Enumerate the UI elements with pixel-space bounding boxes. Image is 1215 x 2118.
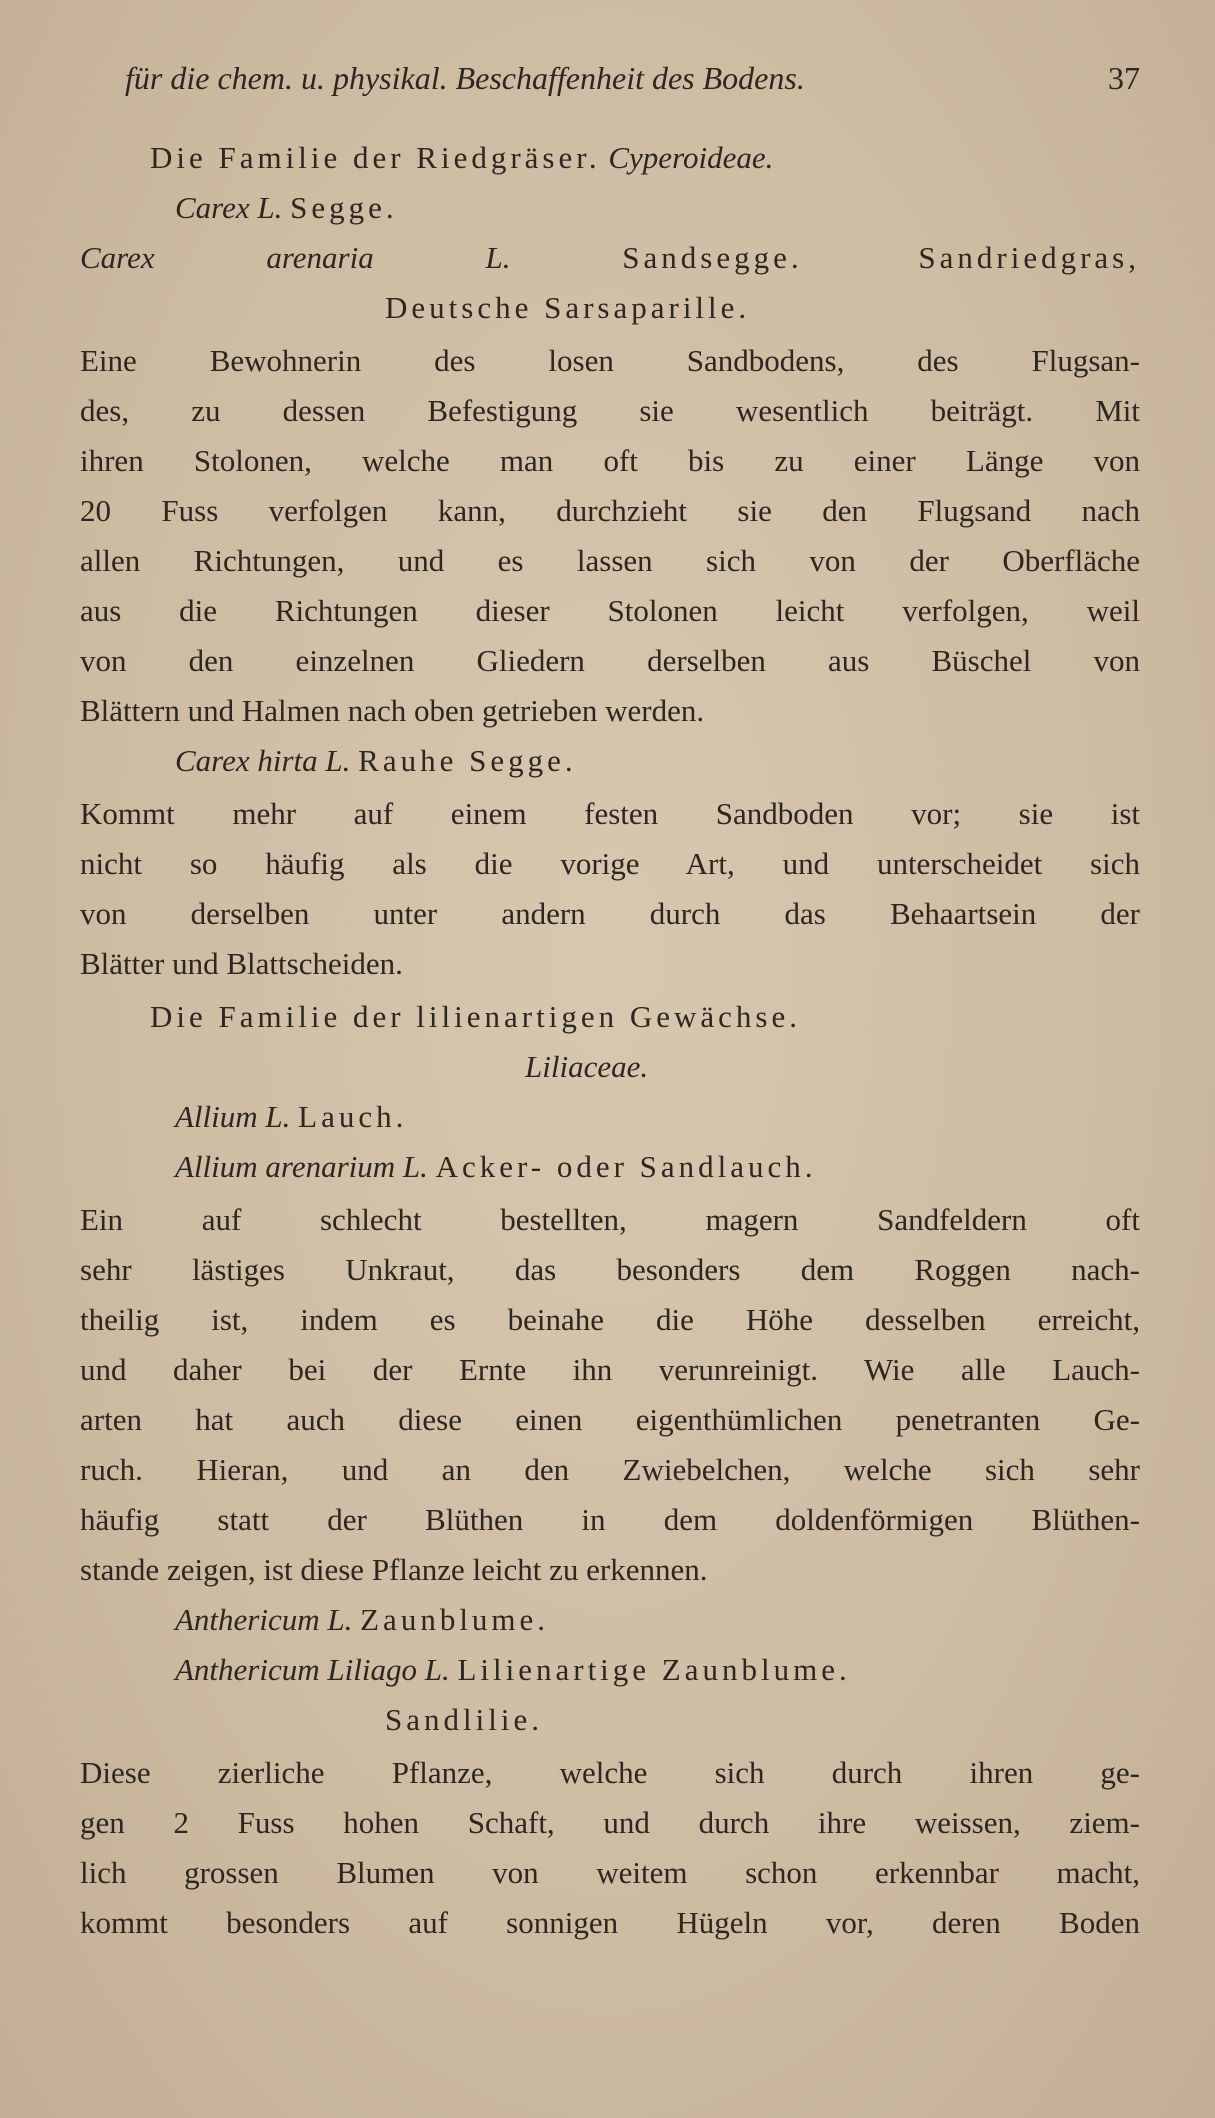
line-segment <box>352 1602 360 1637</box>
text-line <box>80 441 1140 481</box>
line-segment: Kommt mehr auf einem festen Sandboden vor; sie ist <box>80 796 1140 831</box>
line-segment: des, zu dessen Befestigung sie wesentlich beiträgt. Mit <box>80 393 1140 428</box>
line-segment: allen Richtungen, und es lassen sich von der Oberfläche <box>80 543 1140 578</box>
line-segment: Die Familie der Riedgräser. <box>150 140 601 175</box>
text-line <box>80 1350 1140 1390</box>
text-line <box>80 1500 1140 1540</box>
italic-taxon: Carex hirta L. <box>175 743 351 778</box>
line-segment: und daher bei der Ernte ihn verunreinigt. Wie alle Lauch- <box>80 1352 1140 1387</box>
line-segment: häufig statt der Blüthen in dem doldenförmigen Blüthen- <box>80 1502 1140 1537</box>
text-line <box>80 1853 1140 1893</box>
line-segment: arten hat auch diese einen eigenthümlichen penetranten Ge- <box>80 1402 1140 1437</box>
text-line <box>80 944 403 984</box>
text-line <box>80 591 1140 631</box>
line-segment: Rauhe Segge. <box>358 743 577 778</box>
line-segment: aus die Richtungen dieser Stolonen leicht verfolgen, weil <box>80 593 1140 628</box>
italic-taxon: Carex L. <box>175 190 283 225</box>
text-line <box>80 1250 1140 1290</box>
text-line <box>525 1047 648 1087</box>
italic-taxon: Carex arenaria L. <box>80 240 511 275</box>
text-line <box>175 188 398 228</box>
line-segment: nicht so häufig als die vorige Art, und unterscheidet sich <box>80 846 1140 881</box>
text-line <box>80 1753 1140 1793</box>
text-line <box>80 844 1140 884</box>
line-segment: Blätter und Blattscheiden. <box>80 946 403 981</box>
text-line <box>80 238 1140 278</box>
line-segment: Segge. <box>290 190 398 225</box>
text-line <box>175 1097 407 1137</box>
line-segment: gen 2 Fuss hohen Schaft, und durch ihre weissen, ziem- <box>80 1805 1140 1840</box>
line-segment: Blättern und Halmen nach oben getrieben werden. <box>80 693 705 728</box>
text-line <box>80 541 1140 581</box>
text-line <box>80 691 704 731</box>
page-number: 37 <box>1108 60 1140 96</box>
line-segment: Eine Bewohnerin des losen Sandbodens, des Flugsan- <box>80 343 1140 378</box>
text-line <box>80 1300 1140 1340</box>
line-segment <box>511 240 623 275</box>
line-segment: Lilienartige Zaunblume. <box>457 1652 851 1687</box>
text-line <box>80 641 1140 681</box>
text-line <box>175 1600 549 1640</box>
line-segment: stande zeigen, ist diese Pflanze leicht zu erkennen. <box>80 1552 708 1587</box>
italic-taxon: Anthericum Liliago L. <box>175 1652 450 1687</box>
text-line <box>80 1200 1140 1240</box>
line-segment: ihren Stolonen, welche man oft bis zu einer Länge von <box>80 443 1140 478</box>
line-segment: Sandlilie. <box>385 1702 543 1737</box>
line-segment: Sandsegge. Sandriedgras, <box>622 240 1140 275</box>
italic-taxon: Cyperoideae. <box>608 140 774 175</box>
line-segment: lich grossen Blumen von weitem schon erkennbar macht, <box>80 1855 1140 1890</box>
line-segment <box>428 1149 436 1184</box>
line-segment: Deutsche Sarsaparille. <box>385 290 751 325</box>
line-segment: Diese zierliche Pflanze, welche sich durch ihren ge- <box>80 1755 1140 1790</box>
text-line <box>80 1903 1140 1943</box>
line-segment: ruch. Hieran, und an den Zwiebelchen, welche sich sehr <box>80 1452 1140 1487</box>
running-title: für die chem. u. physikal. Beschaffenheit des Bodens. <box>125 60 805 96</box>
text-line <box>80 894 1140 934</box>
text-line <box>80 341 1140 381</box>
line-segment: Zaunblume. <box>360 1602 550 1637</box>
running-header <box>125 58 1140 98</box>
text-line <box>385 1700 543 1740</box>
line-segment: theilig ist, indem es beinahe die Höhe desselben erreicht, <box>80 1302 1140 1337</box>
text-line <box>80 794 1140 834</box>
line-segment <box>350 743 358 778</box>
italic-taxon: Allium arenarium L. <box>175 1149 428 1184</box>
line-segment: kommt besonders auf sonnigen Hügeln vor, deren Boden <box>80 1905 1140 1940</box>
italic-taxon: Allium L. <box>175 1099 291 1134</box>
text-line <box>175 1147 817 1187</box>
line-segment: 20 Fuss verfolgen kann, durchzieht sie den Flugsand nach <box>80 493 1140 528</box>
line-segment <box>290 1099 298 1134</box>
text-line <box>80 491 1140 531</box>
text-line <box>175 741 577 781</box>
text-line <box>150 138 773 178</box>
text-line <box>80 391 1140 431</box>
line-segment: Lauch. <box>298 1099 408 1134</box>
line-segment: sehr lästiges Unkraut, das besonders dem Roggen nach- <box>80 1252 1140 1287</box>
line-segment: von derselben unter andern durch das Behaartsein der <box>80 896 1140 931</box>
text-line <box>80 1400 1140 1440</box>
line-segment: Die Familie der lilienartigen Gewächse. <box>150 999 801 1034</box>
italic-taxon: Anthericum L. <box>175 1602 353 1637</box>
line-segment: Acker- oder Sandlauch. <box>435 1149 817 1184</box>
line-segment: von den einzelnen Gliedern derselben aus Büschel von <box>80 643 1140 678</box>
text-line <box>80 1450 1140 1490</box>
line-segment <box>282 190 290 225</box>
text-line <box>80 1803 1140 1843</box>
line-segment: Ein auf schlecht bestellten, magern Sandfeldern oft <box>80 1202 1140 1237</box>
text-line <box>150 997 801 1037</box>
text-line <box>80 1550 708 1590</box>
text-line <box>175 1650 851 1690</box>
text-line <box>385 288 750 328</box>
italic-taxon: Liliaceae. <box>525 1049 649 1084</box>
